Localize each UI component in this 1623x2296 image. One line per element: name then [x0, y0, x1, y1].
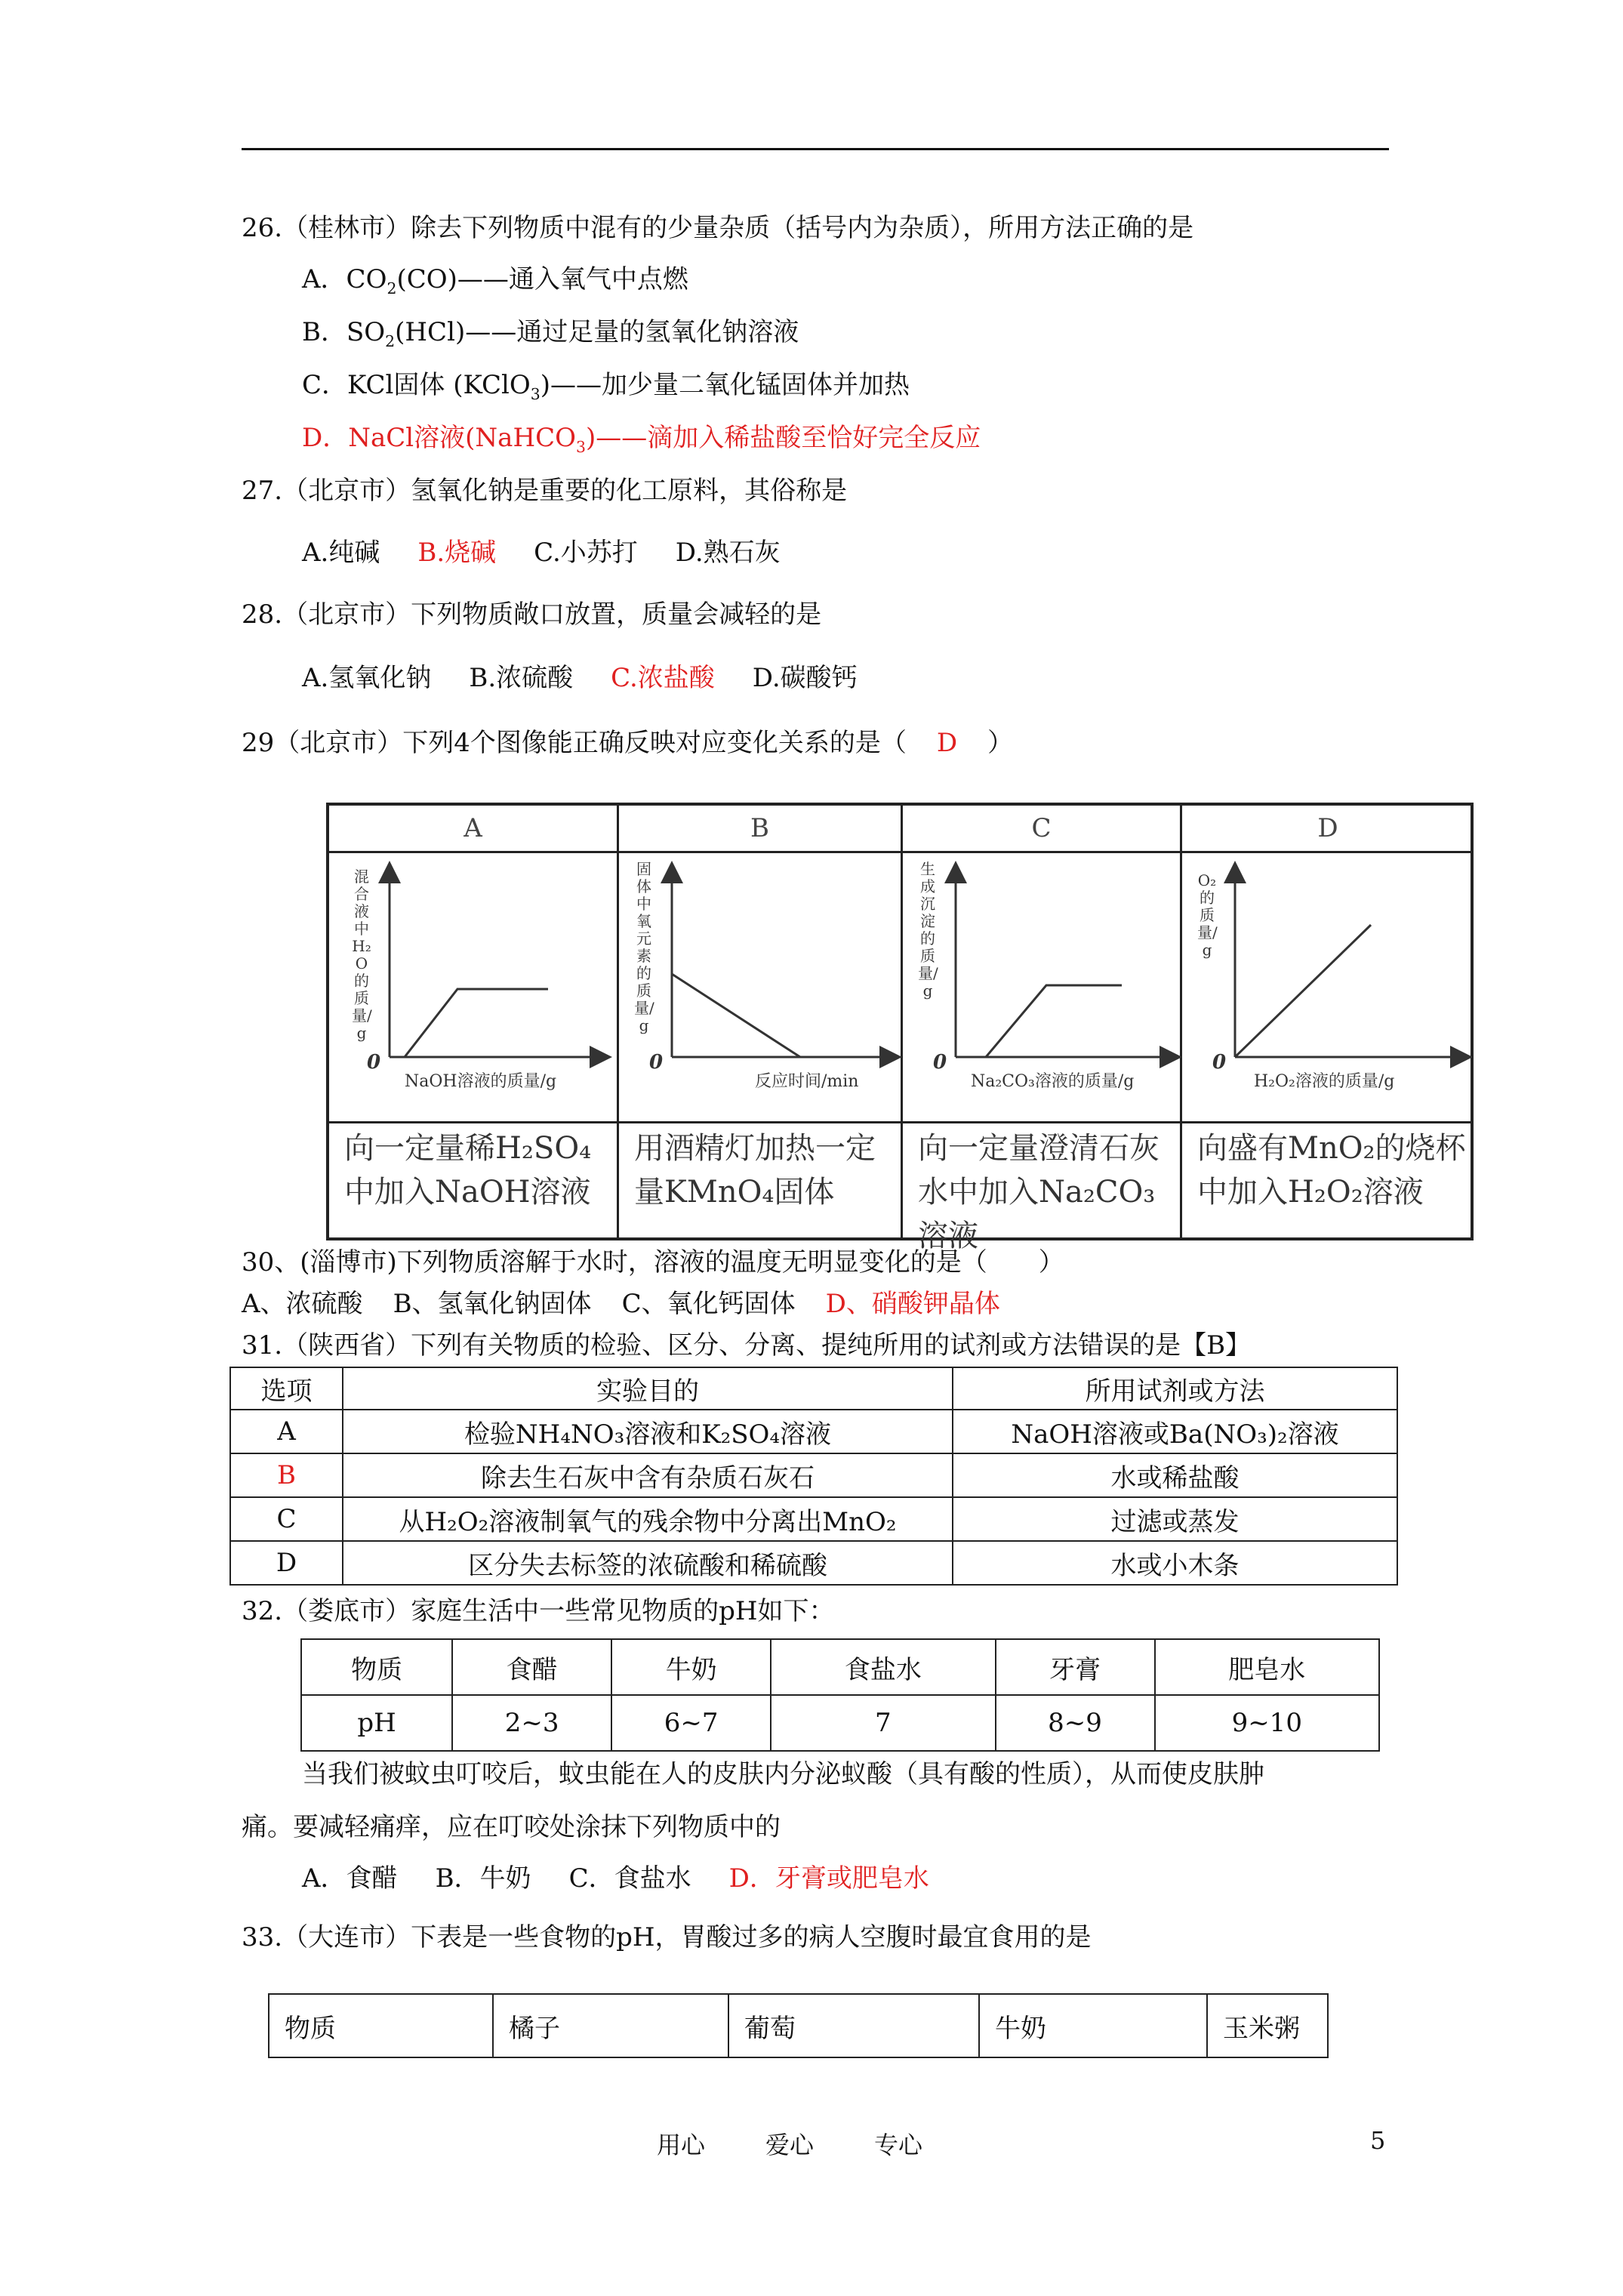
q27-stem: 27.（北京市）氢氧化钠是重要的化工原料，其俗称是	[242, 476, 848, 506]
q29-stem: 29（北京市）下列4个图像能正确反映对应变化关系的是（ D ）	[242, 728, 1014, 758]
q29-panel-d	[1182, 806, 1474, 1237]
q32-stem: 32.（娄底市）家庭生活中一些常见物质的pH如下：	[242, 1596, 835, 1626]
q26-option-a: A．$CO_2(CO)——$通入氧气中点燃	[302, 264, 688, 297]
table-row	[230, 1453, 1397, 1497]
panel-b-curve	[672, 974, 800, 1057]
panel-c-graph	[903, 853, 1180, 1123]
q30-stem: 30、(淄博市)下列物质溶解于水时，溶液的温度无明显变化的是（ ）	[242, 1247, 1064, 1277]
q33-cell: 牛奶	[979, 1994, 1207, 2057]
q31-header-option: 选项	[230, 1367, 343, 1410]
footer-item: 爱心	[765, 2131, 815, 2159]
q32-option-d: D．牙膏或肥皂水	[728, 1863, 929, 1894]
q32-cell: 7	[771, 1695, 995, 1751]
panel-b-origin: 0	[649, 1051, 664, 1074]
q26-option-c: C．KCl固体 (KClO$_3$)——加少量二氧化锰固体并加热	[302, 370, 910, 403]
q32-cell: 物质	[301, 1639, 452, 1695]
q31-row-c-goal: 从H₂O₂溶液制氧气的残余物中分离出MnO₂	[343, 1497, 953, 1541]
q32-table	[300, 1638, 1380, 1752]
panel-c-origin: 0	[933, 1051, 947, 1074]
panel-a-ylabel: 混合液中H₂O的质量/g	[352, 868, 372, 1042]
q33-table	[268, 1993, 1329, 2058]
header-rule	[242, 148, 1389, 150]
q27-option-b: B.烧碱	[417, 538, 497, 568]
q32-cell: 肥皂水	[1155, 1639, 1379, 1695]
q31-header-goal: 实验目的	[343, 1367, 953, 1410]
panel-b-head: B	[619, 806, 901, 853]
q31-row-b-option: B	[230, 1453, 343, 1497]
q30-option-d: D、硝酸钾晶体	[825, 1289, 1000, 1319]
panel-d-xlabel: H₂O₂溶液的质量/g	[1254, 1072, 1395, 1091]
table-row	[301, 1639, 1379, 1695]
q32-option-b: B．牛奶	[435, 1863, 531, 1894]
q30-options	[242, 1287, 1038, 1321]
q32-cell: 9~10	[1155, 1695, 1379, 1751]
q31-row-d-option: D	[230, 1541, 343, 1585]
q29-panel-c	[903, 806, 1182, 1253]
q27-option-a: A.纯碱	[302, 538, 380, 568]
q32-cell: 牙膏	[996, 1639, 1155, 1695]
q32-cell: 8~9	[996, 1695, 1155, 1751]
q27-option-d: D.熟石灰	[675, 538, 781, 568]
panel-d-graph	[1182, 853, 1474, 1123]
panel-d-curve	[1235, 925, 1371, 1057]
q31-row-b-goal: 除去生石灰中含有杂质石灰石	[343, 1453, 953, 1497]
q32-cell: 6~7	[611, 1695, 771, 1751]
panel-a-graph	[329, 853, 617, 1123]
q28-option-c: C.浓盐酸	[611, 663, 715, 693]
q31-row-c-option: C	[230, 1497, 343, 1541]
footer-item: 专心	[874, 2131, 923, 2159]
panel-d-origin: 0	[1212, 1051, 1227, 1074]
panel-b-graph	[619, 853, 901, 1123]
footer	[657, 2126, 983, 2161]
q26-option-b: B．$SO_2(HCl)——$通过足量的氢氧化钠溶液	[302, 317, 799, 350]
table-row	[230, 1541, 1397, 1585]
q32-cell: 食盐水	[771, 1639, 995, 1695]
q28-option-d: D.碳酸钙	[752, 663, 858, 693]
table-row	[269, 1994, 1328, 2057]
panel-c-desc: 向一定量澄清石灰水中加入Na₂CO₃溶液	[918, 1131, 1160, 1253]
panel-a-head: A	[329, 806, 617, 853]
q29-figure	[326, 803, 1474, 1253]
q29-panel-a	[329, 806, 619, 1237]
panel-d-desc: 向盛有MnO₂的烧杯中加入H₂O₂溶液	[1197, 1131, 1466, 1210]
q33-cell: 橘子	[493, 1994, 728, 2057]
q33-cell: 玉米粥	[1207, 1994, 1328, 2057]
q30-option-c: C、氧化钙固体	[621, 1289, 796, 1319]
q31-row-a-option: A	[230, 1410, 343, 1453]
q28-stem: 28.（北京市）下列物质敞口放置，质量会减轻的是	[242, 599, 822, 630]
q32-cell: 牛奶	[611, 1639, 771, 1695]
panel-c-ylabel: 生成沉淀的质量/g	[918, 860, 938, 1000]
table-row	[301, 1695, 1379, 1751]
panel-a-curve	[405, 989, 548, 1057]
q30-option-b: B、氢氧化钠固体	[393, 1289, 592, 1319]
panel-b-ylabel: 固体中氧元素的质量/g	[634, 860, 654, 1034]
table-row	[230, 1497, 1397, 1541]
q32-paragraph-2: 痛。要减轻痛痒，应在叮咬处涂抹下列物质中的	[242, 1812, 781, 1842]
q31-header-method: 所用试剂或方法	[953, 1367, 1397, 1410]
panel-b-desc: 用酒精灯加热一定量KMnO₄固体	[634, 1131, 876, 1210]
q26-stem: 26.（桂林市）除去下列物质中混有的少量杂质（括号内为杂质），所用方法正确的是	[242, 213, 1194, 243]
table-row	[230, 1410, 1397, 1453]
panel-c-curve	[986, 985, 1122, 1057]
q29-panel-b	[619, 806, 903, 1237]
q31-row-b-method: 水或稀盐酸	[953, 1453, 1397, 1497]
q32-cell: pH	[301, 1695, 452, 1751]
q31-header-row	[230, 1367, 1397, 1410]
panel-a-desc: 向一定量稀H₂SO₄中加入NaOH溶液	[344, 1131, 592, 1210]
q28-option-b: B.浓硫酸	[469, 663, 574, 693]
panel-a-origin: 0	[367, 1051, 381, 1074]
q32-cell: 2~3	[452, 1695, 611, 1751]
q30-option-a: A、浓硫酸	[242, 1289, 363, 1319]
q31-row-d-goal: 区分失去标签的浓硫酸和稀硫酸	[343, 1541, 953, 1585]
q31-row-d-method: 水或小木条	[953, 1541, 1397, 1585]
q31-stem: 31.（陕西省）下列有关物质的检验、区分、分离、提纯所用的试剂或方法错误的是【B】	[242, 1330, 1252, 1361]
q26-option-d: D．NaCl溶液(NaHCO$_3$)——滴加入稀盐酸至恰好完全反应	[302, 423, 981, 456]
panel-c-head: C	[903, 806, 1180, 853]
page-number: 5	[1370, 2126, 1386, 2155]
panel-b-xlabel: 反应时间/min	[755, 1072, 859, 1091]
panel-c-xlabel: Na₂CO₃溶液的质量/g	[971, 1072, 1135, 1091]
q31-row-c-method: 过滤或蒸发	[953, 1497, 1397, 1541]
q31-row-a-goal: 检验NH₄NO₃溶液和K₂SO₄溶液	[343, 1410, 953, 1453]
footer-item: 用心	[657, 2131, 706, 2159]
q32-option-c: C．食盐水	[568, 1863, 691, 1894]
q29-answer: D	[936, 728, 958, 758]
q31-table	[229, 1367, 1398, 1586]
q33-cell: 物质	[269, 1994, 493, 2057]
q31-row-a-method: NaOH溶液或Ba(NO₃)₂溶液	[953, 1410, 1397, 1453]
q27-options	[302, 536, 818, 569]
q32-cell: 食醋	[452, 1639, 611, 1695]
q33-stem: 33.（大连市）下表是一些食物的pH，胃酸过多的病人空腹时最宜食用的是	[242, 1922, 1092, 1952]
q27-option-c: C.小苏打	[534, 538, 638, 568]
q28-options	[302, 661, 895, 695]
q32-paragraph-1: 当我们被蚊虫叮咬后，蚊虫能在人的皮肤内分泌蚁酸（具有酸的性质），从而使皮肤肿	[302, 1759, 1264, 1789]
q32-options	[302, 1862, 967, 1895]
q33-cell: 葡萄	[728, 1994, 979, 2057]
panel-d-head: D	[1182, 806, 1474, 853]
q28-option-a: A.氢氧化钠	[302, 663, 432, 693]
panel-d-ylabel: O₂的质量/g	[1197, 871, 1218, 959]
panel-a-xlabel: NaOH溶液的质量/g	[405, 1072, 557, 1091]
q32-option-a: A．食醋	[302, 1863, 398, 1894]
